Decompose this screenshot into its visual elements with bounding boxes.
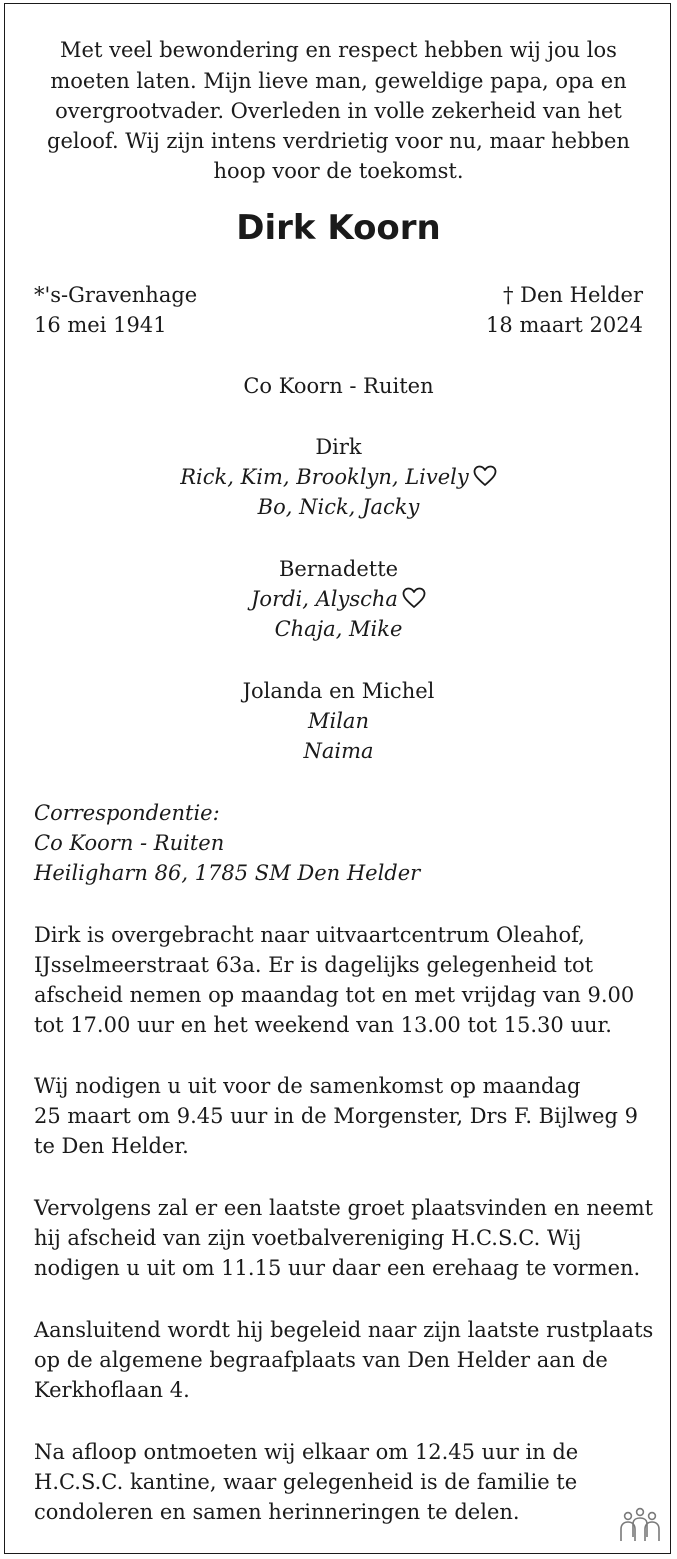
correspondence-name: Co Koorn - Ruiten <box>34 831 225 855</box>
paragraph-line: tot 17.00 uur en het weekend van 13.00 tot 15.30 uur. <box>34 1013 612 1037</box>
family-grandchildren: Bo, Nick, Jacky <box>257 495 420 519</box>
deceased-name: Dirk Koorn <box>236 208 441 248</box>
paragraph-line: te Den Helder. <box>34 1134 189 1158</box>
family-children: Milan <box>308 709 369 733</box>
death-date: 18 maart 2024 <box>486 313 643 337</box>
paragraph-line: IJsselmeerstraat 63a. Er is dagelijks gelegenheid tot <box>34 953 594 977</box>
family-children-text: Jordi, Alyscha <box>251 587 398 611</box>
death-place: † Den Helder <box>502 283 643 307</box>
heart-icon <box>473 465 497 487</box>
paragraph-line: H.C.S.C. kantine, waar gelegenheid is de familie te <box>34 1470 578 1494</box>
correspondence-address: Heiligharn 86, 1785 SM Den Helder <box>34 861 421 885</box>
paragraph-line: Kerkhoflaan 4. <box>34 1378 190 1402</box>
paragraph-line: condoleren en samen herinneringen te delen. <box>34 1500 520 1524</box>
family-parent: Jolanda en Michel <box>242 679 435 703</box>
family-children <box>0 584 677 614</box>
family-children <box>0 462 677 492</box>
paragraph-line: Aansluitend wordt hij begeleid naar zijn laatste rustplaats <box>34 1318 654 1342</box>
paragraph-line: Wij nodigen u uit voor de samenkomst op maandag <box>34 1074 581 1098</box>
intro-line: overgrootvader. Overleden in volle zekerheid van het <box>55 99 622 123</box>
birth-date: 16 mei 1941 <box>34 313 167 337</box>
spouse-name: Co Koorn - Ruiten <box>243 374 434 398</box>
paragraph-line: hij afscheid van zijn voetbalvereniging H.C.S.C. Wij <box>34 1226 582 1250</box>
family-parent: Bernadette <box>278 557 399 581</box>
paragraph-line: Vervolgens zal er een laatste groet plaatsvinden en neemt <box>34 1196 654 1220</box>
paragraph-line: nodigen u uit om 11.15 uur daar een erehaag te vormen. <box>34 1256 641 1280</box>
family-parent: Dirk <box>315 435 362 459</box>
family-children-text: Rick, Kim, Brooklyn, Lively <box>180 465 469 489</box>
intro-line: hoop voor de toekomst. <box>213 159 464 183</box>
paragraph-line: Na afloop ontmoeten wij elkaar om 12.45 uur in de <box>34 1440 579 1464</box>
intro-line: Met veel bewondering en respect hebben wij jou los <box>60 38 617 62</box>
intro-line: geloof. Wij zijn intens verdrietig voor nu, maar hebben <box>47 129 630 153</box>
correspondence-label: Correspondentie: <box>34 801 220 825</box>
family-grandchildren: Chaja, Mike <box>274 617 403 641</box>
intro-line: moeten laten. Mijn lieve man, geweldige papa, opa en <box>50 69 627 93</box>
paragraph-line: afscheid nemen op maandag tot en met vrijdag van 9.00 <box>34 983 635 1007</box>
birth-place: *'s-Gravenhage <box>34 283 198 307</box>
heart-icon <box>402 587 426 609</box>
paragraph-line: 25 maart om 9.45 uur in de Morgenster, Drs F. Bijlweg 9 <box>34 1104 638 1128</box>
people-group-logo-icon <box>617 1507 663 1547</box>
paragraph-line: Dirk is overgebracht naar uitvaartcentrum Oleahof, <box>34 923 585 947</box>
paragraph-line: op de algemene begraafplaats van Den Helder aan de <box>34 1348 608 1372</box>
family-grandchildren: Naima <box>303 739 374 763</box>
